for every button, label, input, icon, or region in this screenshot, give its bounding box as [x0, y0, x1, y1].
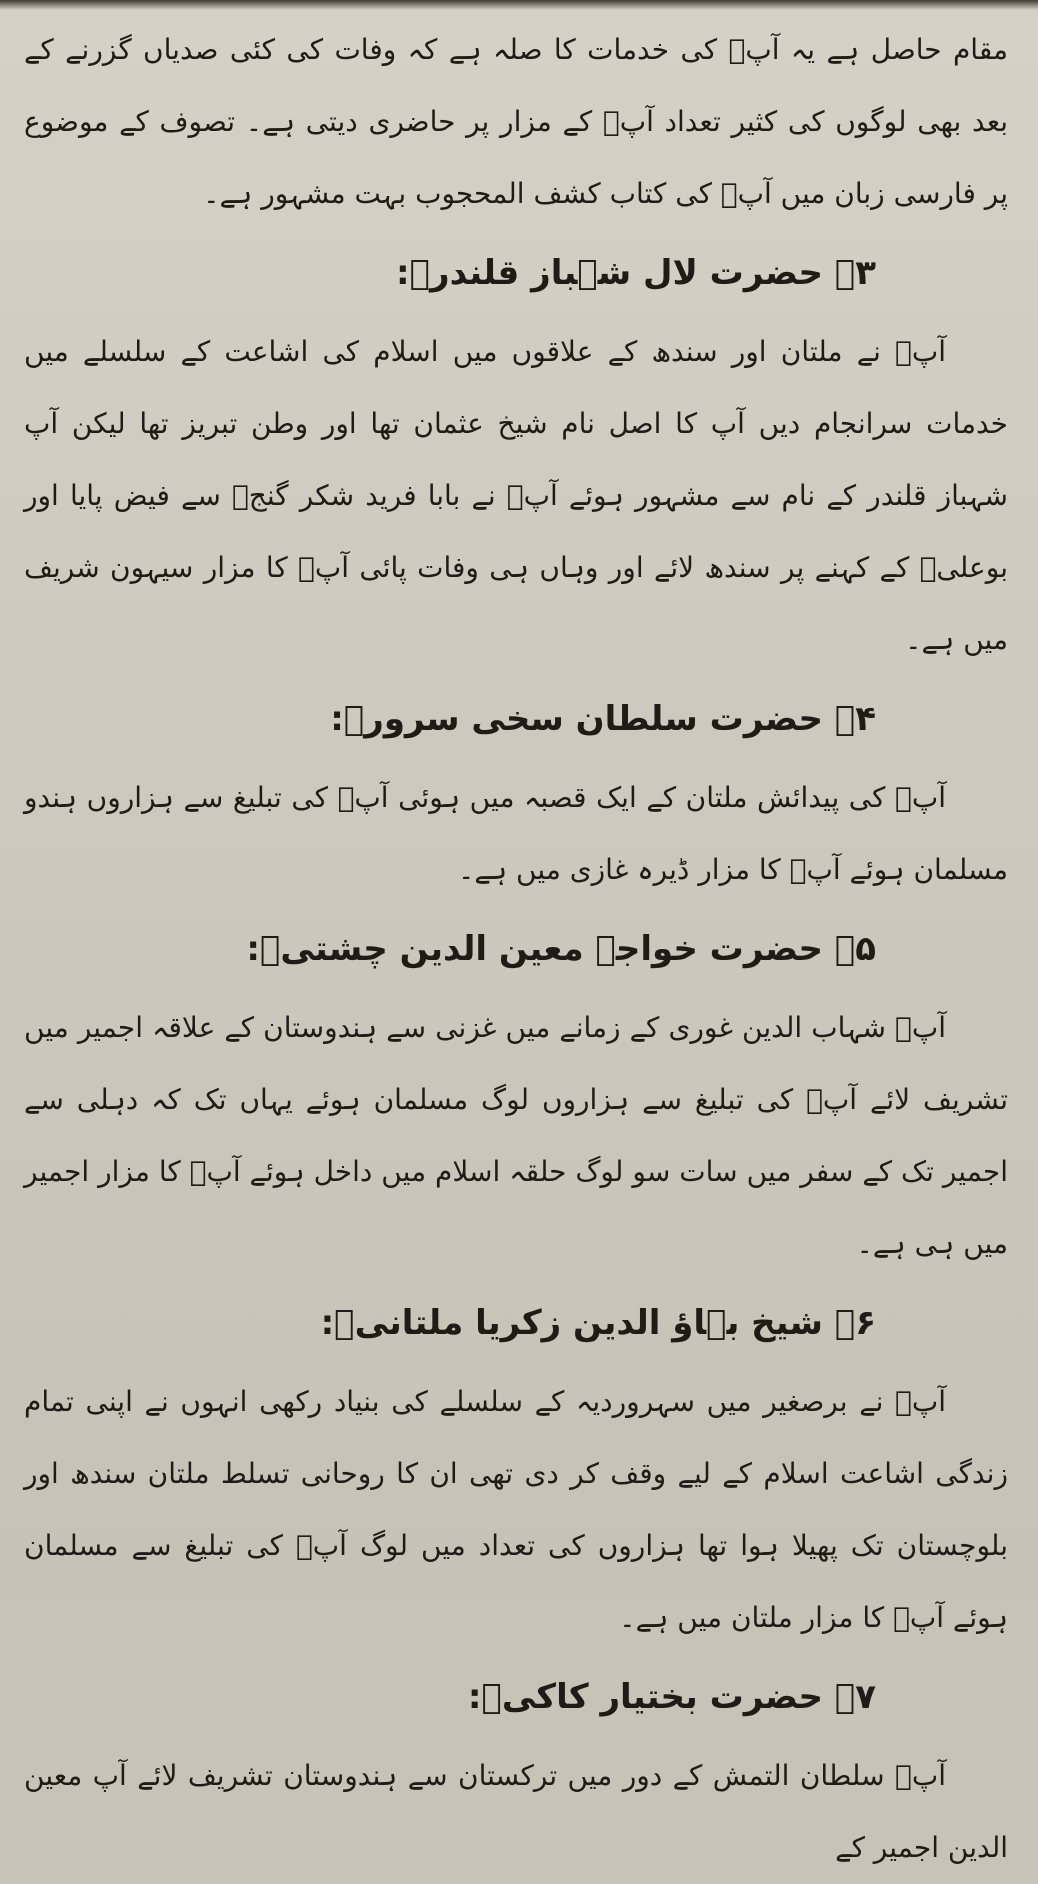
- section-5-heading: ۵۔ حضرت خواجہ معین الدین چشتیؒ:: [246, 929, 876, 969]
- section-5-paragraph: آپؒ شہاب الدین غوری کے زمانے میں غزنی سے ہندوستان کے علاقہ اجمیر میں تشریف لائے آپؒ کی تبلیغ سے ہزاروں لوگ مسلمان ہوئے یہاں تک کہ دہلی سے اجمیر تک کے سفر میں سات سو لوگ حلقہ اسلام میں داخل ہوئے آپؒ کا مزار اجمیر میں ہی ہے۔: [24, 1011, 1008, 1260]
- section-6-paragraph: آپؒ نے برصغیر میں سہروردیہ کے سلسلے کی بنیاد رکھی انہوں نے اپنی تمام زندگی اشاعت اسلام کے لیے وقف کر دی تھی ان کا روحانی تسلط ملتان سندھ اور بلوچستان تک پھیلا ہوا تھا ہزاروں کی تعداد میں لوگ آپؒ کی تبلیغ سے مسلمان ہوئے آپؒ کا مزار ملتان میں ہے۔: [24, 1385, 1008, 1634]
- section-4-paragraph: آپؒ کی پیدائش ملتان کے ایک قصبہ میں ہوئی آپؒ کی تبلیغ سے ہزاروں ہندو مسلمان ہوئے آپؒ کا مزار ڈیرہ غازی میں ہے۔: [24, 781, 1008, 886]
- section-6-heading: ۶۔ شیخ بہاؤ الدین زکریا ملتانیؒ:: [320, 1303, 876, 1343]
- section-1-continued-paragraph: مقام حاصل ہے یہ آپؒ کی خدمات کا صلہ ہے کہ وفات کی کئی صدیاں گزرنے کے بعد بھی لوگوں کی کثیر تعداد آپؒ کے مزار پر حاضری دیتی ہے۔ تصوف کے موضوع پر فارسی زبان میں آپؒ کی کتاب کشف المحجوب بہت مشہور ہے۔: [24, 33, 1008, 210]
- section-3-heading: ۳۔ حضرت لال شہباز قلندرؒ:: [396, 253, 876, 293]
- page-top-edge: [0, 0, 1038, 10]
- section-4-heading: ۴۔ حضرت سلطان سخی سرورؒ:: [330, 699, 876, 739]
- section-3-paragraph: آپؒ نے ملتان اور سندھ کے علاقوں میں اسلام کی اشاعت کے سلسلے میں خدمات سرانجام دیں آپ کا اصل نام شیخ عثمان تھا اور وطن تبریز تھا لیکن آپ شہباز قلندر کے نام سے مشہور ہوئے آپؒ نے بابا فرید شکر گنجؒ سے فیض پایا اور بوعلیؒ کے کہنے پر سندھ لائے اور وہاں ہی وفات پائی آپؒ کا مزار سیہون شریف میں ہے۔: [24, 335, 1008, 656]
- section-7-heading: ۷۔ حضرت بختیار کاکیؒ:: [467, 1677, 876, 1717]
- section-7-paragraph: آپؒ سلطان التمش کے دور میں ترکستان سے ہندوستان تشریف لائے آپ معین الدین اجمیر کے: [24, 1759, 1008, 1864]
